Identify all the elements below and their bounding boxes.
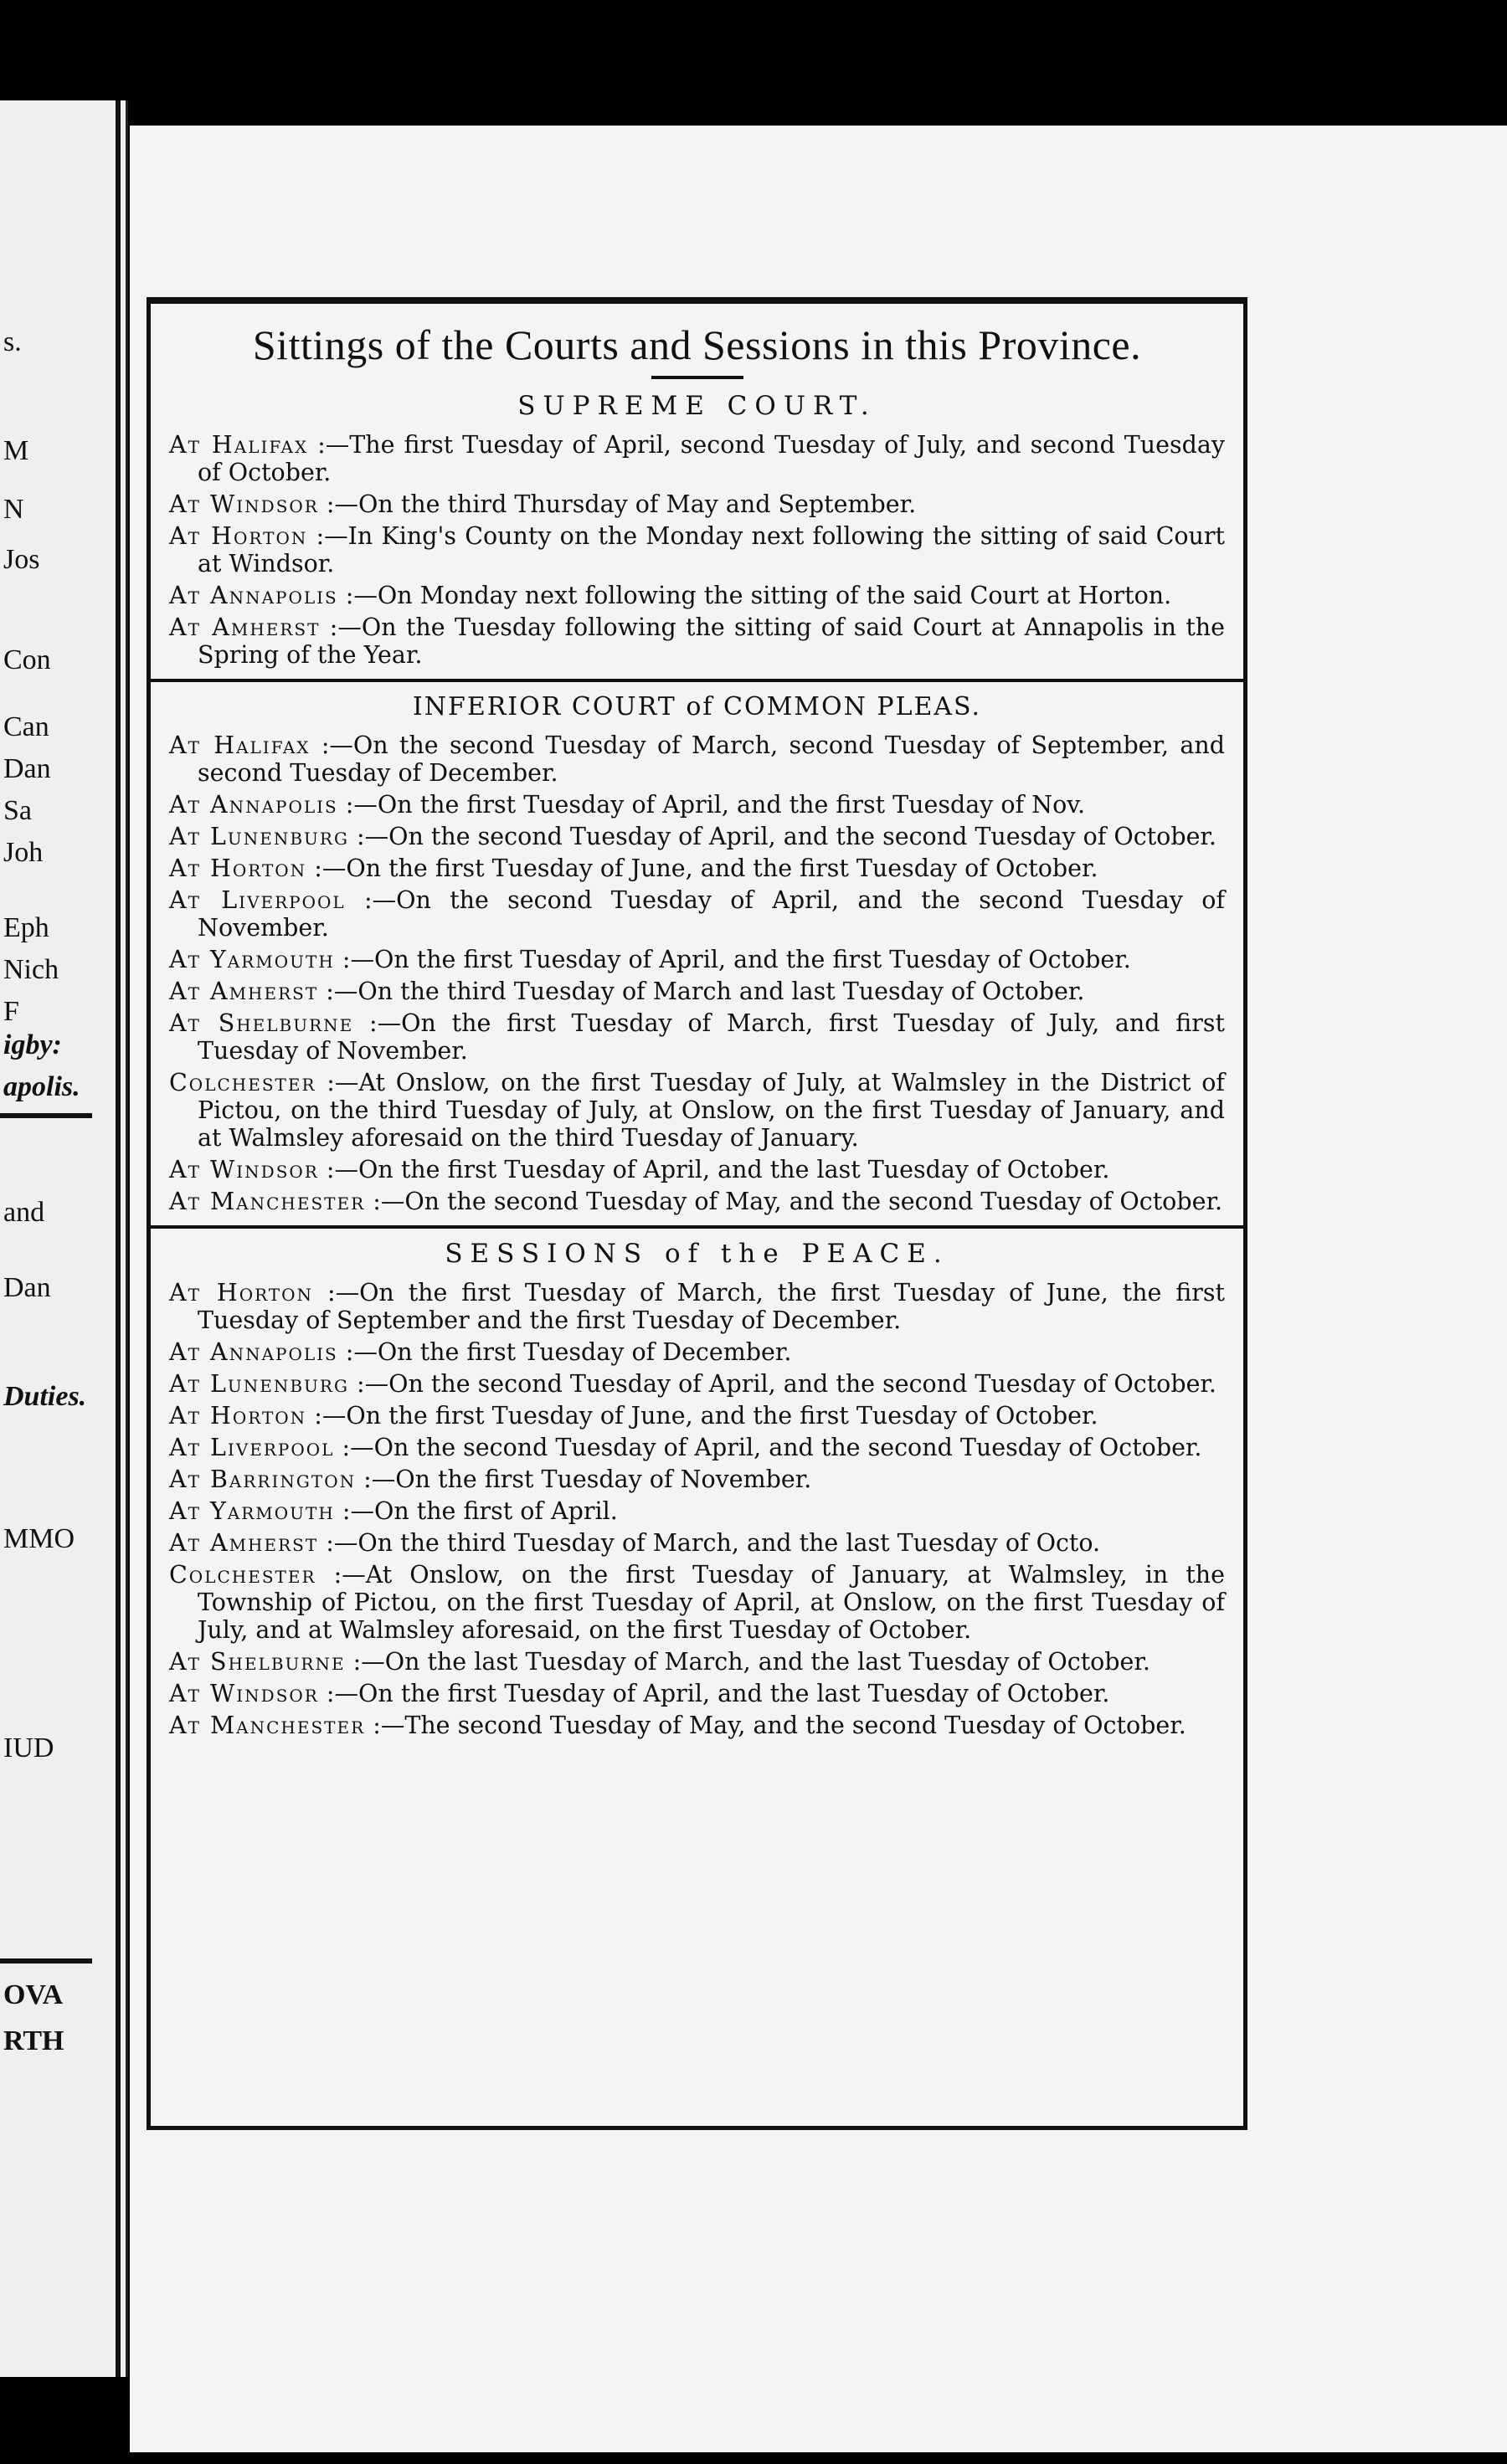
entry-place: At Halifax xyxy=(169,732,311,759)
entry-place: At Amherst xyxy=(169,613,321,641)
court-entry xyxy=(169,1009,1225,1065)
entry-text: :—On the first Tuesday of April, and the first Tuesday of October. xyxy=(334,946,1131,973)
entry-place: At Windsor xyxy=(169,490,319,518)
margin-fragment: RTH xyxy=(3,2025,64,2056)
court-entry xyxy=(169,1497,1225,1525)
court-entry xyxy=(169,946,1225,973)
court-entry xyxy=(169,613,1225,669)
court-entry xyxy=(169,978,1225,1005)
entry-place: At Horton xyxy=(169,1279,314,1306)
margin-rule xyxy=(0,1113,92,1118)
entry-place: At Horton xyxy=(169,855,307,882)
entry-text: :—The second Tuesday of May, and the second Tuesday of October. xyxy=(365,1712,1186,1739)
margin-fragment: M xyxy=(3,435,29,466)
adjacent-page-strip xyxy=(0,100,128,2377)
entry-text: :—On the last Tuesday of March, and the last Tuesday of October. xyxy=(345,1648,1150,1676)
entry-text: :—On the first Tuesday of November. xyxy=(356,1466,812,1493)
entry-place: At Liverpool xyxy=(169,886,346,914)
entry-text: :—On the first of April. xyxy=(334,1497,618,1525)
court-entry xyxy=(169,582,1225,609)
entry-text: :—On the second Tuesday of April, and the second Tuesday of October. xyxy=(348,1370,1216,1398)
section-divider xyxy=(151,1225,1243,1229)
court-entry xyxy=(169,1648,1225,1676)
entry-text: :—On the second Tuesday of April, and the second Tuesday of November. xyxy=(198,886,1226,942)
entry-text: :—On the first Tuesday of March, the first Tuesday of June, the first Tuesday of September and the first Tuesday of December. xyxy=(198,1279,1225,1334)
court-entry xyxy=(169,1434,1225,1461)
entry-place: At Annapolis xyxy=(169,791,338,819)
entry-place: Colchester xyxy=(169,1561,316,1589)
entry-text: :—On the second Tuesday of March, second Tuesday of September, and second Tuesday of December. xyxy=(198,732,1225,787)
entry-place: At Shelburne xyxy=(169,1648,346,1676)
margin-fragment: Dan xyxy=(3,1272,51,1303)
court-entry xyxy=(169,732,1225,787)
entry-text: :—On the first Tuesday of December. xyxy=(337,1338,792,1366)
margin-fragment: Sa xyxy=(3,795,32,826)
entry-place: At Lunenburg xyxy=(169,823,349,850)
entry-place: At Annapolis xyxy=(169,1338,338,1366)
margin-fragment: MMO xyxy=(3,1523,75,1554)
section-heading-supreme-court: SUPREME COURT. xyxy=(517,391,877,421)
section-heading-inferior-court: INFERIOR COURT of COMMON PLEAS. xyxy=(412,692,982,721)
entry-text: :—On the first Tuesday of April, and the first Tuesday of Nov. xyxy=(337,791,1086,819)
entry-place: At Amherst xyxy=(169,978,319,1005)
entry-place: At Amherst xyxy=(169,1529,319,1557)
margin-fragment: Nich xyxy=(3,954,59,985)
margin-fragment: Joh xyxy=(3,837,44,868)
entry-place: At Horton xyxy=(169,1402,307,1430)
column-rule xyxy=(116,100,121,2377)
entry-text: :—On the third Tuesday of March, and the last Tuesday of Octo. xyxy=(318,1529,1101,1557)
entry-place: At Manchester xyxy=(169,1188,366,1215)
court-entry xyxy=(169,1069,1225,1152)
court-entry xyxy=(169,1712,1225,1739)
court-entry xyxy=(169,1338,1225,1366)
entry-place: At Halifax xyxy=(169,431,309,459)
entry-text: :—On the first Tuesday of April, and the last Tuesday of October. xyxy=(318,1156,1110,1183)
court-entry xyxy=(169,823,1225,850)
court-entry xyxy=(169,522,1225,578)
entry-text: :—On the second Tuesday of May, and the second Tuesday of October. xyxy=(365,1188,1222,1215)
entry-text: :—On the first Tuesday of March, first Tuesday of July, and first Tuesday of November. xyxy=(198,1009,1225,1065)
margin-fragment: Eph xyxy=(3,912,49,943)
court-entry xyxy=(169,431,1225,486)
title-rule xyxy=(651,376,743,379)
courts-table-frame xyxy=(147,297,1247,2130)
entry-text: :—At Onslow, on the first Tuesday of January, at Walmsley, in the Township of Pictou, on the first Tuesday of April, at Onslow, on the first Tuesday of July, and at Walmsley aforesaid, on the first Tuesday of October. xyxy=(198,1561,1225,1644)
court-entry xyxy=(169,1529,1225,1557)
court-entry xyxy=(169,1561,1225,1644)
margin-fragment: apolis. xyxy=(3,1071,80,1102)
margin-fragment: OVA xyxy=(3,1979,64,2010)
document-title: Sittings of the Courts and Sessions in this Province. xyxy=(252,321,1142,368)
margin-fragment: Can xyxy=(3,711,49,742)
margin-rule xyxy=(0,1958,92,1964)
court-entry xyxy=(169,490,1225,518)
margin-fragment: igby: xyxy=(3,1029,62,1060)
page xyxy=(130,126,1507,2452)
entry-text: :—On the first Tuesday of June, and the first Tuesday of October. xyxy=(306,855,1098,882)
entry-place: At Annapolis xyxy=(169,582,338,609)
court-entry xyxy=(169,1370,1225,1398)
court-entry xyxy=(169,1680,1225,1707)
margin-fragment: Dan xyxy=(3,753,51,784)
entry-text: :—At Onslow, on the first Tuesday of July, at Walmsley in the District of Pictou, on the third Tuesday of July, at Onslow, on the first Tuesday of January, and at Walmsley aforesaid on the third Tuesday of January. xyxy=(198,1069,1225,1152)
court-entry xyxy=(169,1402,1225,1430)
margin-fragment: s. xyxy=(3,326,22,357)
court-entry xyxy=(169,791,1225,819)
entry-text: :—On the third Thursday of May and September. xyxy=(318,490,917,518)
entry-place: At Windsor xyxy=(169,1680,319,1707)
margin-fragment: IUD xyxy=(3,1732,54,1763)
court-entry xyxy=(169,1156,1225,1183)
section-heading-sessions: SESSIONS of the PEACE. xyxy=(445,1239,949,1269)
margin-fragment: and xyxy=(3,1197,45,1228)
margin-fragment: N xyxy=(3,494,24,525)
entry-place: At Yarmouth xyxy=(169,1497,335,1525)
court-entry xyxy=(169,886,1225,942)
entry-text: :—On the first Tuesday of April, and the last Tuesday of October. xyxy=(318,1680,1110,1707)
margin-fragment: Con xyxy=(3,644,51,675)
margin-fragment: Duties. xyxy=(3,1381,87,1412)
entry-text: :—In King's County on the Monday next following the sitting of said Court at Windsor. xyxy=(198,522,1225,578)
entry-place: At Manchester xyxy=(169,1712,366,1739)
entry-text: :—On the Tuesday following the sitting of said Court at Annapolis in the Spring of the Year. xyxy=(198,613,1225,669)
entry-text: :—On the third Tuesday of March and last Tuesday of October. xyxy=(318,978,1085,1005)
entry-place: At Barrington xyxy=(169,1466,357,1493)
entry-place: At Lunenburg xyxy=(169,1370,349,1398)
entry-place: At Yarmouth xyxy=(169,946,335,973)
margin-fragment: Jos xyxy=(3,544,40,575)
entry-text: :—The first Tuesday of April, second Tuesday of July, and second Tuesday of October. xyxy=(198,431,1225,486)
entry-place: At Liverpool xyxy=(169,1434,335,1461)
entry-text: :—On Monday next following the sitting of the said Court at Horton. xyxy=(337,582,1172,609)
entry-text: :—On the second Tuesday of April, and the second Tuesday of October. xyxy=(348,823,1216,850)
court-entry xyxy=(169,1466,1225,1493)
section-divider xyxy=(151,679,1243,682)
court-entry xyxy=(169,855,1225,882)
entry-text: :—On the second Tuesday of April, and the second Tuesday of October. xyxy=(334,1434,1202,1461)
court-entry xyxy=(169,1279,1225,1334)
entry-text: :—On the first Tuesday of June, and the first Tuesday of October. xyxy=(306,1402,1098,1430)
entry-place: At Shelburne xyxy=(169,1009,354,1037)
margin-fragment: F xyxy=(3,996,19,1027)
entry-place: Colchester xyxy=(169,1069,316,1096)
entry-place: At Horton xyxy=(169,522,308,550)
entry-place: At Windsor xyxy=(169,1156,319,1183)
court-entry xyxy=(169,1188,1225,1215)
